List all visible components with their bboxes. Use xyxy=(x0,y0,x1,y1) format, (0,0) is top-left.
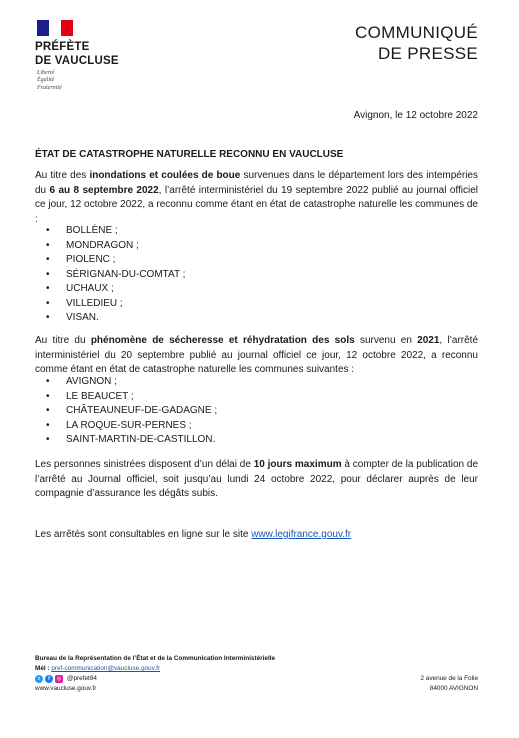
list-item: • SÉRIGNAN-DU-COMTAT ; xyxy=(46,268,185,283)
motto-fraternite: Fraternité xyxy=(37,84,62,91)
org-line-2: DE VAUCLUSE xyxy=(35,55,119,67)
mail-label: Mél : xyxy=(35,665,50,672)
paragraph-flood xyxy=(35,169,478,227)
republic-flag-logo xyxy=(37,20,73,36)
para2-text-2: survenu en xyxy=(354,335,418,346)
para3-text-2: à compter de la publication de l’arrêté au Journal officiel, soit jusqu’au lundi 24 octobre 2022, pour déclarer auprès de leur compagnie d’assurance les dégâts subis. xyxy=(35,459,479,500)
list-item: • LE BEAUCET ; xyxy=(46,390,217,405)
list-item: • PIOLENC ; xyxy=(46,253,185,268)
footer-address xyxy=(420,674,478,694)
para2-text-3: , l’arrêté interministériel du 20 septembre publié au journal officiel ce jour, 12 octobre 2022, a reconnu comme étant en état de catastrophe naturelle les communes suivantes : xyxy=(35,335,479,376)
list-item: • SAINT-MARTIN-DE-CASTILLON. xyxy=(46,433,217,448)
footer-contact xyxy=(35,654,275,694)
subject-heading: ÉTAT DE CATASTROPHE NATURELLE RECONNU EN VAUCLUSE xyxy=(35,149,344,160)
flag-white-stripe xyxy=(49,20,61,36)
para2-text-1: Au titre du xyxy=(35,335,91,346)
list-item: • VISAN. xyxy=(46,311,185,326)
instagram-icon[interactable]: ◎ xyxy=(56,676,62,682)
para1-text-2: survenues dans le département lors des intempéries du xyxy=(35,170,478,196)
title-line-2: DE PRESSE xyxy=(377,44,478,63)
dateline: Avignon, le 12 octobre 2022 xyxy=(353,110,478,121)
list-item: • UCHAUX ; xyxy=(46,282,185,297)
footer-office: Bureau de la Représentation de l’État et de la Communication Interministérielle xyxy=(35,655,276,662)
list-item: • VILLEDIEU ; xyxy=(46,297,185,312)
list-item: • BOLLÈNE ; xyxy=(46,224,185,239)
republic-motto xyxy=(37,70,62,92)
address-line-1: 2 avenue de la Folie xyxy=(420,675,478,682)
address-line-2: 84000 AVIGNON xyxy=(429,685,478,692)
flood-communes-list xyxy=(46,224,185,326)
flag-red-stripe xyxy=(61,20,73,36)
paragraph-drought xyxy=(35,334,478,378)
para4-text-1: Les arrêtés sont consultables en ligne sur le site xyxy=(35,529,252,540)
flag-blue-stripe xyxy=(37,20,49,36)
para2-bold-1: phénomène de sécheresse et réhydratation des sols xyxy=(90,335,355,346)
paragraph-online xyxy=(35,528,478,543)
drought-communes-list xyxy=(46,375,217,448)
title-line-1: COMMUNIQUÉ xyxy=(355,23,478,42)
org-line-1: PRÉFÈTE xyxy=(35,41,90,53)
list-item: • MONDRAGON ; xyxy=(46,239,185,254)
footer-social xyxy=(35,674,275,684)
motto-liberte: Liberté xyxy=(37,70,55,76)
mail-link[interactable]: pref-communication@vaucluse.gouv.fr xyxy=(51,665,161,672)
list-item: • LA ROQUE-SUR-PERNES ; xyxy=(46,419,217,434)
para3-bold-1: 10 jours maximum xyxy=(253,459,342,470)
para2-bold-2: 2021 xyxy=(417,335,440,346)
twitter-icon[interactable]: t xyxy=(35,675,43,683)
para1-text-3: , l’arrêté interministériel du 19 septembre 2022 publié au journal officiel ce jour, 12 octobre 2022, a reconnu comme étant en état de catastrophe naturelle les communes de : xyxy=(35,184,479,225)
footer-website[interactable]: www.vaucluse.gouv.fr xyxy=(35,685,97,692)
list-item: • AVIGNON ; xyxy=(46,375,217,390)
list-item: • CHÂTEAUNEUF-DE-GADAGNE ; xyxy=(46,404,217,419)
para1-bold-2: 6 au 8 septembre 2022 xyxy=(49,184,159,196)
social-handle[interactable]: @prefet84 xyxy=(67,675,97,682)
motto-egalite: Égalité xyxy=(37,77,55,84)
footer-mail-line xyxy=(35,664,275,674)
document-title xyxy=(355,22,478,64)
paragraph-deadline xyxy=(35,458,478,502)
facebook-icon[interactable]: f xyxy=(45,675,53,683)
para1-text-1: Au titre des xyxy=(35,170,90,181)
prefecture-name xyxy=(35,40,119,68)
legifrance-link[interactable]: www.legifrance.gouv.fr xyxy=(251,529,352,540)
para1-bold-1: inondations et coulées de boue xyxy=(89,170,241,181)
para3-text-1: Les personnes sinistrées disposent d’un délai de xyxy=(35,459,254,470)
